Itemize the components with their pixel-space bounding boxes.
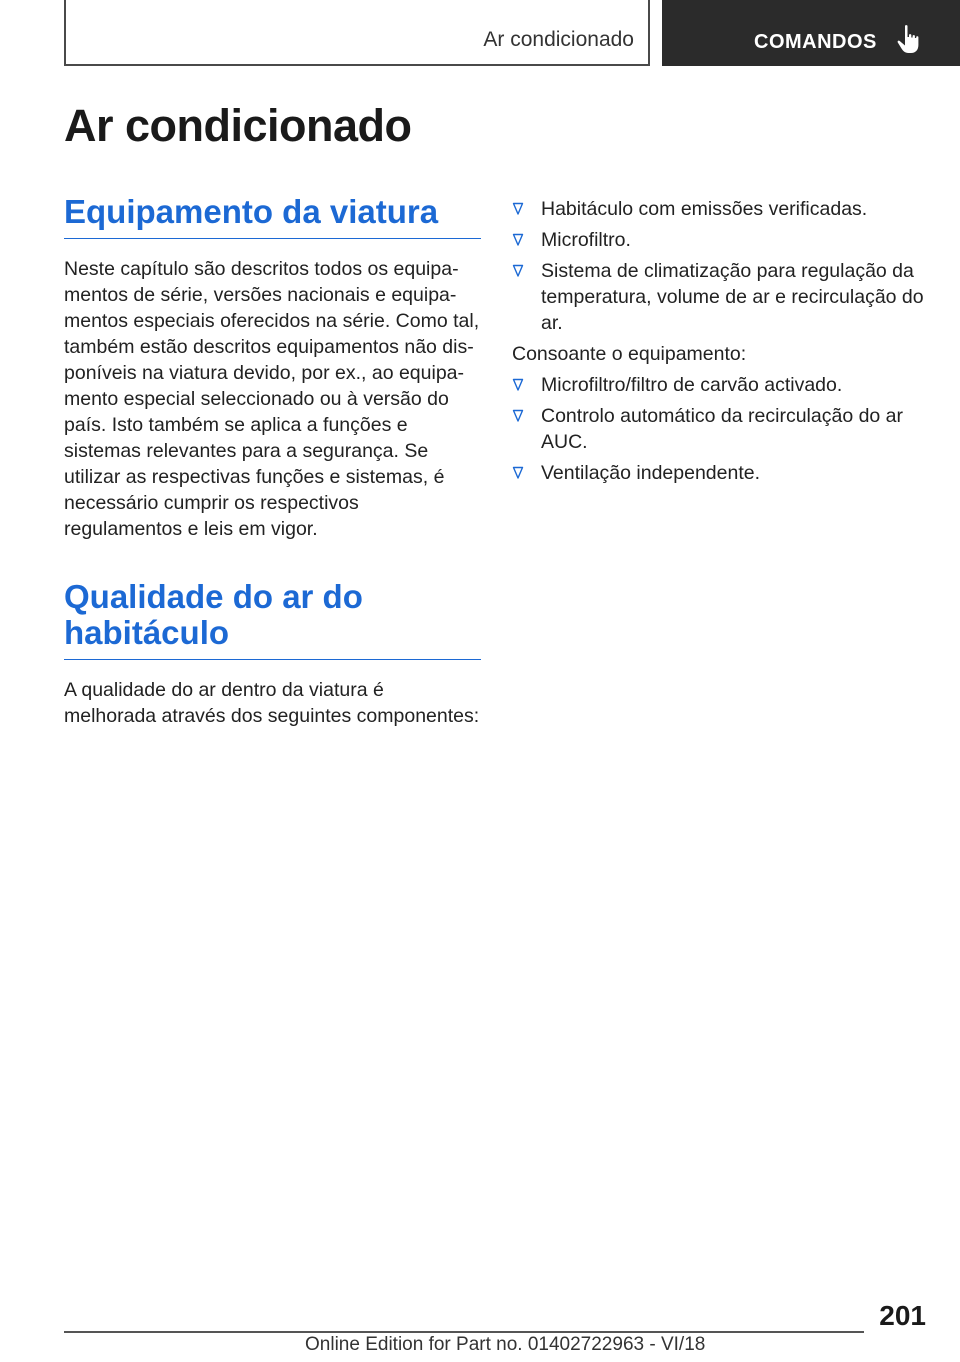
pointing-hand-icon	[896, 24, 922, 54]
equipment-dependent-label: Consoante o equipamento:	[512, 343, 747, 365]
section-paragraph-qualidade: A qualidade do ar dentro da viatura é melhorada através dos seguintes componentes:	[64, 679, 480, 727]
header-section-label: COMANDOS	[754, 31, 877, 53]
section-heading-qualidade: Qualidade do ar do habitáculo	[64, 579, 481, 660]
triangle-bullet-icon	[512, 264, 524, 278]
list-item-text: Sistema de climatização para regulação da temperatura, volume de ar e recirculação do ar.	[541, 260, 924, 334]
list-item	[512, 227, 932, 253]
triangle-bullet-icon	[512, 378, 524, 392]
optional-component-list	[512, 372, 932, 486]
triangle-bullet-icon	[512, 409, 524, 423]
header-chapter-title: Ar condicionado	[483, 28, 634, 51]
header-section-tab	[662, 0, 960, 66]
list-item	[512, 372, 932, 398]
section-paragraph-equipamento: Neste capítulo são descritos todos os equipamentos de série, versões nacionais e equipamentos especiais oferecidos na série. Como tal, também estão descritos equipamentos não disponíveis na viatura devido, por ex., ao equipamento especial seleccionado ou à versão do país. Isto também se aplica a funções e sistemas relevantes para a segurança. Se utilizar as respectivas funções e sistemas, é necessário cumprir os respectivos regulamentos e leis em vigor.	[64, 258, 480, 540]
page-number: 201	[879, 1300, 926, 1331]
list-item-text: Habitáculo com emissões verificadas.	[541, 198, 868, 220]
footer-edition: Online Edition for Part no. 01402722963 - VI/18	[305, 1334, 706, 1355]
list-item	[512, 196, 932, 222]
list-item	[512, 258, 932, 336]
section-heading-equipamento: Equipamento da viatura	[64, 194, 481, 239]
component-list	[512, 196, 932, 336]
list-item	[512, 460, 932, 486]
list-item-text: Ventilação independente.	[541, 462, 761, 484]
list-item-text: Microfiltro.	[541, 229, 631, 251]
triangle-bullet-icon	[512, 466, 524, 480]
left-column	[64, 190, 481, 729]
header-chapter-box	[64, 0, 650, 66]
right-column	[512, 190, 932, 491]
triangle-bullet-icon	[512, 233, 524, 247]
list-item	[512, 403, 932, 455]
triangle-bullet-icon	[512, 202, 524, 216]
list-item-text: Microfiltro/filtro de carvão activado.	[541, 374, 843, 396]
list-item-text: Controlo automático da recirculação do ar AUC.	[541, 405, 904, 453]
page-title: Ar condicionado	[64, 100, 412, 151]
footer-divider	[64, 1331, 864, 1333]
